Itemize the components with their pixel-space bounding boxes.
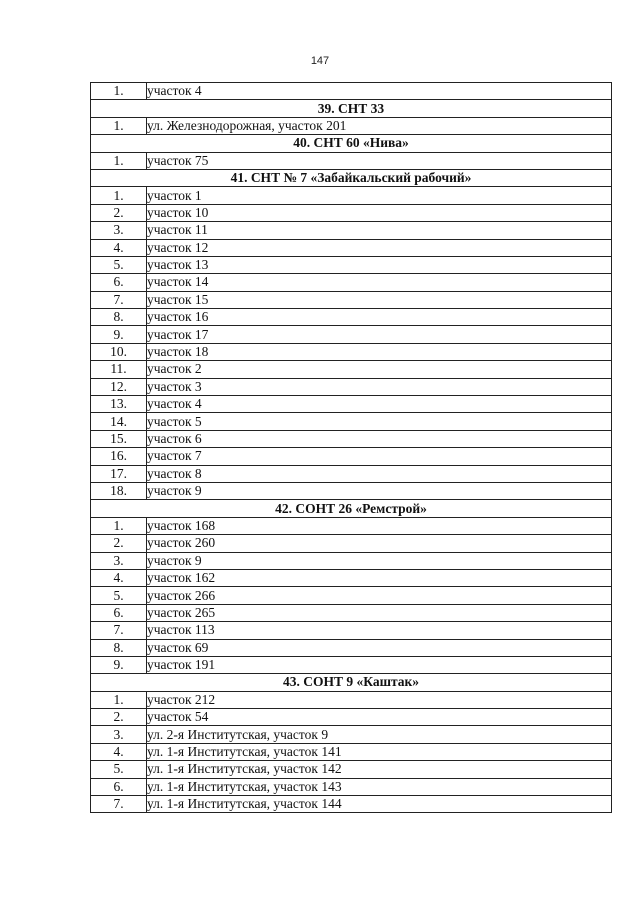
parcel-description: ул. 1-я Институтская, участок 141 [147, 743, 612, 760]
table-row [91, 796, 612, 813]
row-number: 15. [91, 430, 147, 447]
table-row [91, 222, 612, 239]
parcel-description: участок 9 [147, 482, 612, 499]
table-row [91, 83, 612, 100]
row-number: 13. [91, 396, 147, 413]
row-number: 3. [91, 726, 147, 743]
row-number: 6. [91, 604, 147, 621]
parcel-description: участок 266 [147, 587, 612, 604]
parcel-description: участок 9 [147, 552, 612, 569]
section-header-row [91, 100, 612, 117]
row-number: 1. [91, 152, 147, 169]
table-row [91, 552, 612, 569]
table-row [91, 256, 612, 273]
row-number: 1. [91, 83, 147, 100]
row-number: 5. [91, 256, 147, 273]
table-row [91, 291, 612, 308]
row-number: 9. [91, 656, 147, 673]
row-number: 14. [91, 413, 147, 430]
parcel-description: участок 4 [147, 83, 612, 100]
row-number: 17. [91, 465, 147, 482]
parcel-description: участок 16 [147, 309, 612, 326]
row-number: 6. [91, 274, 147, 291]
row-number: 18. [91, 482, 147, 499]
table-row [91, 587, 612, 604]
section-header-row [91, 674, 612, 691]
table-row [91, 343, 612, 360]
table-row [91, 691, 612, 708]
parcel-description: участок 1 [147, 187, 612, 204]
parcel-description: участок 4 [147, 396, 612, 413]
parcel-description: участок 6 [147, 430, 612, 447]
parcel-description: участок 17 [147, 326, 612, 343]
table-row [91, 726, 612, 743]
parcel-description: участок 69 [147, 639, 612, 656]
table-row [91, 413, 612, 430]
table-row [91, 152, 612, 169]
parcel-description: участок 75 [147, 152, 612, 169]
parcel-description: участок 13 [147, 256, 612, 273]
row-number: 10. [91, 343, 147, 360]
section-title: 42. СОНТ 26 «Ремстрой» [91, 500, 612, 517]
row-number: 7. [91, 291, 147, 308]
table-row [91, 604, 612, 621]
table-row [91, 778, 612, 795]
parcel-description: участок 265 [147, 604, 612, 621]
table-row [91, 448, 612, 465]
parcel-description: участок 7 [147, 448, 612, 465]
table-row [91, 430, 612, 447]
table-row [91, 326, 612, 343]
parcel-description: участок 3 [147, 378, 612, 395]
row-number: 8. [91, 309, 147, 326]
parcel-description: участок 5 [147, 413, 612, 430]
table-row [91, 239, 612, 256]
row-number: 3. [91, 552, 147, 569]
parcel-table [90, 82, 612, 813]
parcel-description: участок 212 [147, 691, 612, 708]
table-row [91, 639, 612, 656]
row-number: 4. [91, 743, 147, 760]
row-number: 5. [91, 761, 147, 778]
parcel-description: участок 54 [147, 709, 612, 726]
parcel-description: участок 2 [147, 361, 612, 378]
table-row [91, 517, 612, 534]
table-row [91, 569, 612, 586]
section-header-row [91, 135, 612, 152]
table-row [91, 378, 612, 395]
section-title: 41. СНТ № 7 «Забайкальский рабочий» [91, 169, 612, 186]
section-header-row [91, 169, 612, 186]
row-number: 6. [91, 778, 147, 795]
table-row [91, 535, 612, 552]
row-number: 2. [91, 709, 147, 726]
page-number: 147 [310, 55, 330, 67]
parcel-description: ул. Железнодорожная, участок 201 [147, 117, 612, 134]
row-number: 7. [91, 796, 147, 813]
row-number: 8. [91, 639, 147, 656]
section-title: 43. СОНТ 9 «Каштак» [91, 674, 612, 691]
parcel-description: участок 14 [147, 274, 612, 291]
row-number: 12. [91, 378, 147, 395]
table-row [91, 761, 612, 778]
row-number: 2. [91, 535, 147, 552]
parcel-description: участок 15 [147, 291, 612, 308]
table-row [91, 709, 612, 726]
table-row [91, 361, 612, 378]
parcel-description: участок 11 [147, 222, 612, 239]
row-number: 2. [91, 204, 147, 221]
row-number: 3. [91, 222, 147, 239]
row-number: 1. [91, 691, 147, 708]
parcel-description: участок 10 [147, 204, 612, 221]
row-number: 16. [91, 448, 147, 465]
parcel-description: ул. 1-я Институтская, участок 143 [147, 778, 612, 795]
row-number: 1. [91, 117, 147, 134]
table-row [91, 482, 612, 499]
table-row [91, 274, 612, 291]
parcel-description: участок 113 [147, 622, 612, 639]
parcel-description: ул. 1-я Институтская, участок 144 [147, 796, 612, 813]
row-number: 1. [91, 187, 147, 204]
parcel-description: участок 18 [147, 343, 612, 360]
parcel-description: участок 12 [147, 239, 612, 256]
table-row [91, 743, 612, 760]
table-row [91, 117, 612, 134]
row-number: 7. [91, 622, 147, 639]
table-row [91, 396, 612, 413]
row-number: 1. [91, 517, 147, 534]
parcel-description: участок 191 [147, 656, 612, 673]
table-row [91, 309, 612, 326]
section-title: 39. СНТ 33 [91, 100, 612, 117]
table-row [91, 187, 612, 204]
parcel-description: участок 162 [147, 569, 612, 586]
table-row [91, 656, 612, 673]
section-title: 40. СНТ 60 «Нива» [91, 135, 612, 152]
row-number: 4. [91, 569, 147, 586]
row-number: 4. [91, 239, 147, 256]
parcel-description: участок 8 [147, 465, 612, 482]
row-number: 11. [91, 361, 147, 378]
table-row [91, 465, 612, 482]
parcel-table-body [91, 83, 612, 813]
table-row [91, 622, 612, 639]
parcel-description: ул. 1-я Институтская, участок 142 [147, 761, 612, 778]
section-header-row [91, 500, 612, 517]
parcel-description: участок 168 [147, 517, 612, 534]
parcel-description: ул. 2-я Институтская, участок 9 [147, 726, 612, 743]
table-row [91, 204, 612, 221]
row-number: 5. [91, 587, 147, 604]
parcel-description: участок 260 [147, 535, 612, 552]
row-number: 9. [91, 326, 147, 343]
